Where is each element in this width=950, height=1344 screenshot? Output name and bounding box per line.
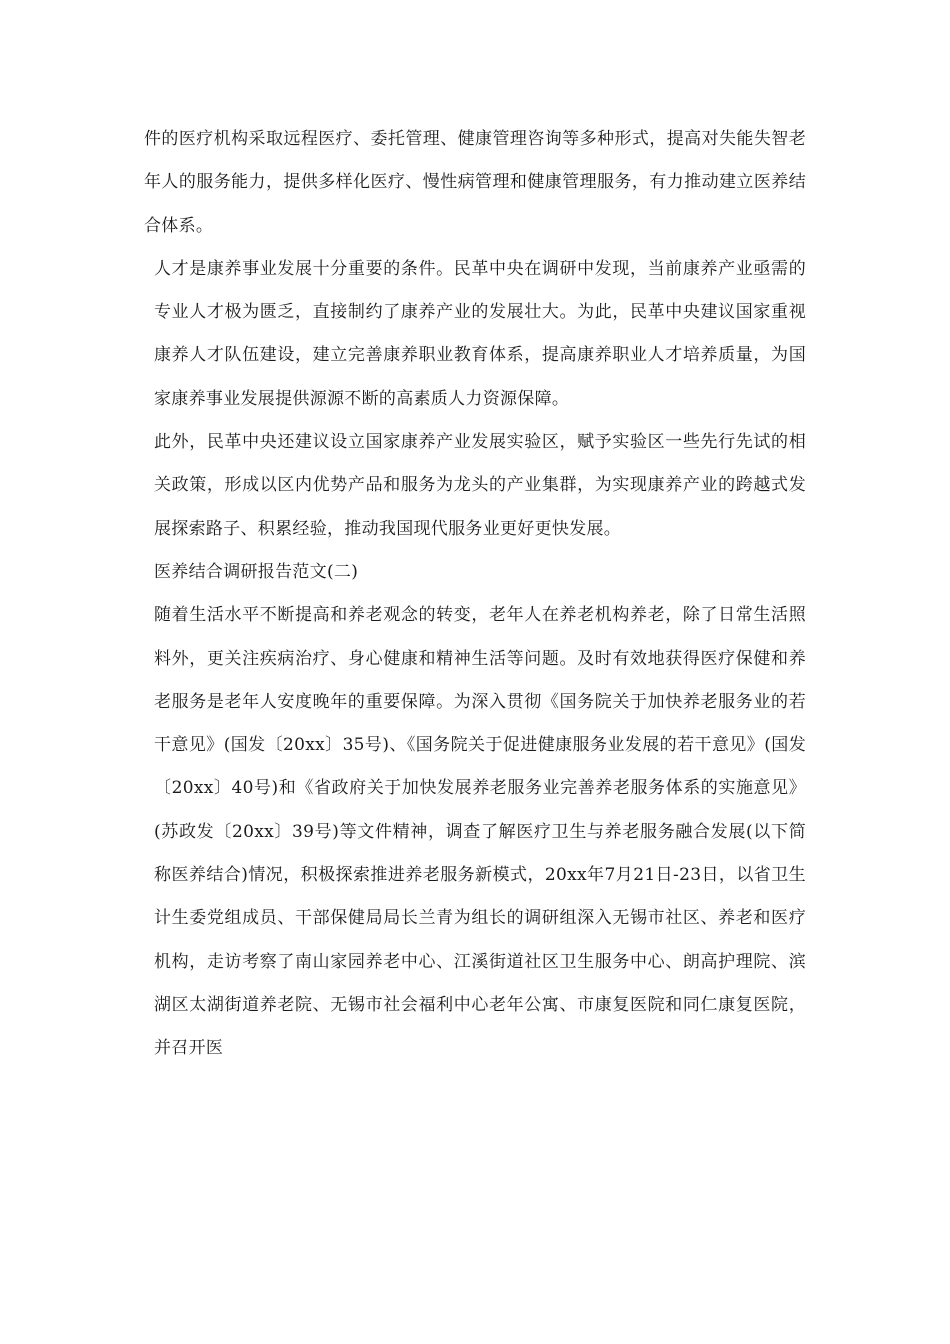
paragraph-talent: 人才是康养事业发展十分重要的条件。民革中央在调研中发现，当前康养产业亟需的专业人才极为匮乏，直接制约了康养产业的发展壮大。为此，民革中央建议国家重视康养人才队伍建设，建立完善康养职业教育体系，提高康养职业人才培养质量，为国家康养事业发展提供源源不断的高素质人力资源保障。 <box>154 258 806 409</box>
document-body <box>144 118 806 1071</box>
section-heading: 医养结合调研报告范文(二) <box>154 561 359 582</box>
paragraph-continuation: 件的医疗机构采取远程医疗、委托管理、健康管理咨询等多种形式，提高对失能失智老年人的服务能力，提供多样化医疗、慢性病管理和健康管理服务，有力推动建立医养结合体系。 <box>144 129 806 236</box>
paragraph-survey: 随着生活水平不断提高和养老观念的转变，老年人在养老机构养老，除了日常生活照料外，更关注疾病治疗、身心健康和精神生活等问题。及时有效地获得医疗保健和养老服务是老年人安度晚年的重要保障。为深入贯彻《国务院关于加快养老服务业的若干意见》(国发〔20xx〕35号)、《国务院关于促进健康服务业发展的若干意见》(国发〔20xx〕40号)和《省政府关于加快发展养老服务业完善养老服务体系的实施意见》(苏政发〔20xx〕39号)等文件精神，调查了解医疗卫生与养老服务融合发展(以下简称医养结合)情况，积极探索推进养老服务新模式，20xx年7月21日-23日，以省卫生计生委党组成员、干部保健局局长兰青为组长的调研组深入无锡市社区、养老和医疗机构，走访考察了南山家园养老中心、江溪街道社区卫生服务中心、朗高护理院、滨湖区太湖街道养老院、无锡市社会福利中心老年公寓、市康复医院和同仁康复医院，并召开医 <box>154 605 806 1059</box>
paragraph-pilot-zone: 此外，民革中央还建议设立国家康养产业发展实验区，赋予实验区一些先行先试的相关政策，形成以区内优势产品和服务为龙头的产业集群，为实现康养产业的跨越式发展探索路子、积累经验，推动我国现代服务业更好更快发展。 <box>154 432 806 539</box>
